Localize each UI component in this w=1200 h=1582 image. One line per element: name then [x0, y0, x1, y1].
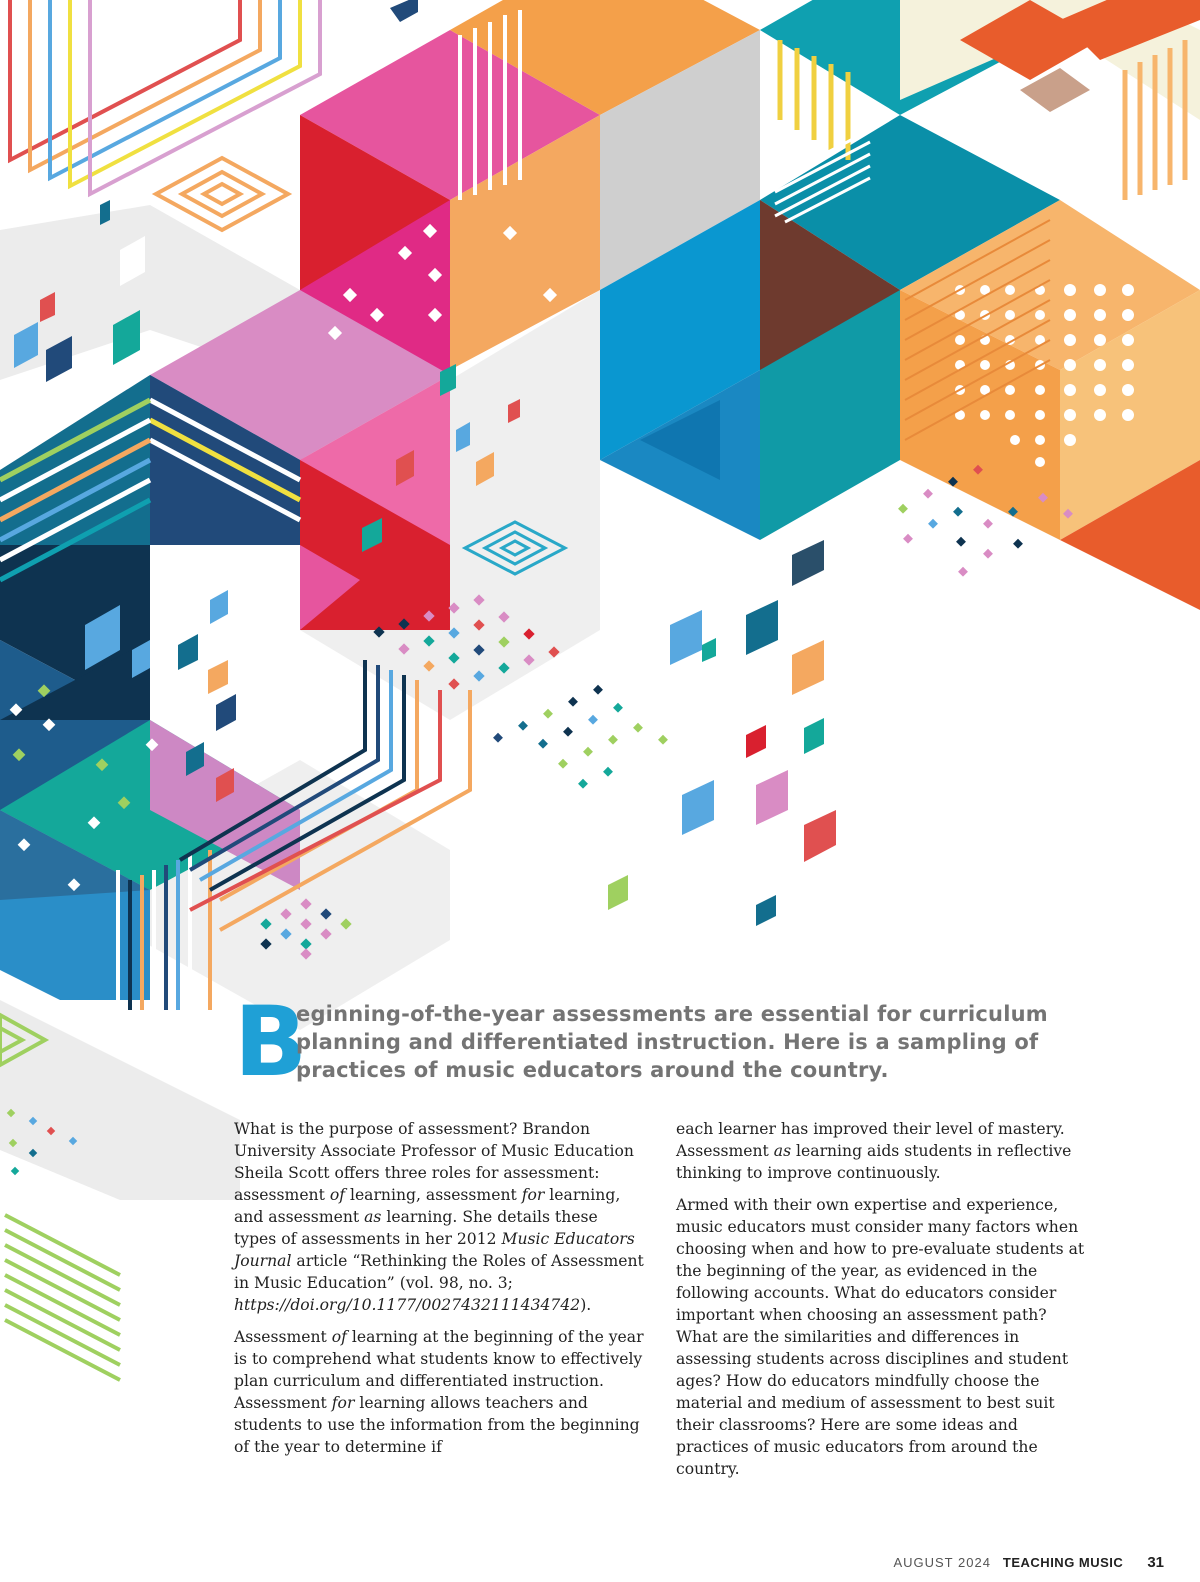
emphasis: of: [331, 1328, 347, 1346]
doi-link[interactable]: https://doi.org/10.1177/0027432111434742: [234, 1296, 581, 1314]
text-run: learning allows teachers and students to use the information from the beginning of the year to determine if: [234, 1394, 640, 1456]
text-run: learning aids students in reflective thinking to improve continuously.: [676, 1142, 1072, 1182]
text-run: ).: [580, 1296, 592, 1314]
intro-deck: [234, 986, 1048, 1098]
emphasis: for: [331, 1394, 355, 1412]
paragraph: Armed with their own expertise and experience, music educators must consider many factors when choosing when and how to pre-evaluate students at the beginning of the year, as evidenced in the following accounts. What do educators consider important when choosing an assessment path? What are the similarities and differences in assessing students across disciplines and student ages? How do educators mindfully choose the material and medium of assessment to best suit their classrooms? Here are some ideas and practices of music educators from around the country.: [676, 1196, 1085, 1478]
journal-title: Music Educators Journal: [234, 1230, 635, 1270]
text-run: learning, and assessment: [234, 1186, 621, 1226]
text-run: Assessment: [234, 1328, 332, 1346]
page-number: 31: [1147, 1554, 1164, 1571]
text-run: learning, assessment: [345, 1186, 522, 1204]
emphasis: as: [773, 1142, 792, 1160]
drop-cap: B: [234, 986, 308, 1098]
magazine-name: TEACHING MUSIC: [1002, 1555, 1124, 1570]
emphasis: of: [329, 1186, 345, 1204]
text-run: article “Rethinking the Roles of Assessment in Music Education” (vol. 98, no. 3;: [234, 1252, 644, 1292]
intro-text: eginning-of-the-year assessments are essential for curriculum planning and differentiated instruction. Here is a sampling of practices of music educators around the country.: [296, 1002, 1048, 1082]
article-column-right: [676, 1118, 1086, 1490]
paragraph: [676, 1118, 1086, 1184]
page-footer: [893, 1554, 1164, 1571]
emphasis: for: [521, 1186, 545, 1204]
paragraph: [234, 1326, 644, 1458]
emphasis: as: [364, 1208, 382, 1226]
text-run: learning. She details these types of assessments in her 2012: [234, 1208, 598, 1248]
issue-date: AUGUST 2024: [893, 1555, 991, 1570]
paragraph: [234, 1118, 644, 1316]
text-run: each learner has improved their level of mastery. Assessment: [676, 1120, 1065, 1160]
text-run: What is the purpose of assessment? Brandon University Associate Professor of Music Education Sheila Scott offers three roles for assessment: assessment: [234, 1120, 634, 1204]
article-column-left: [234, 1118, 644, 1468]
text-run: learning at the beginning of the year is to comprehend what students know to effectively plan curriculum and differentiated instruction. Assessment: [234, 1328, 644, 1412]
